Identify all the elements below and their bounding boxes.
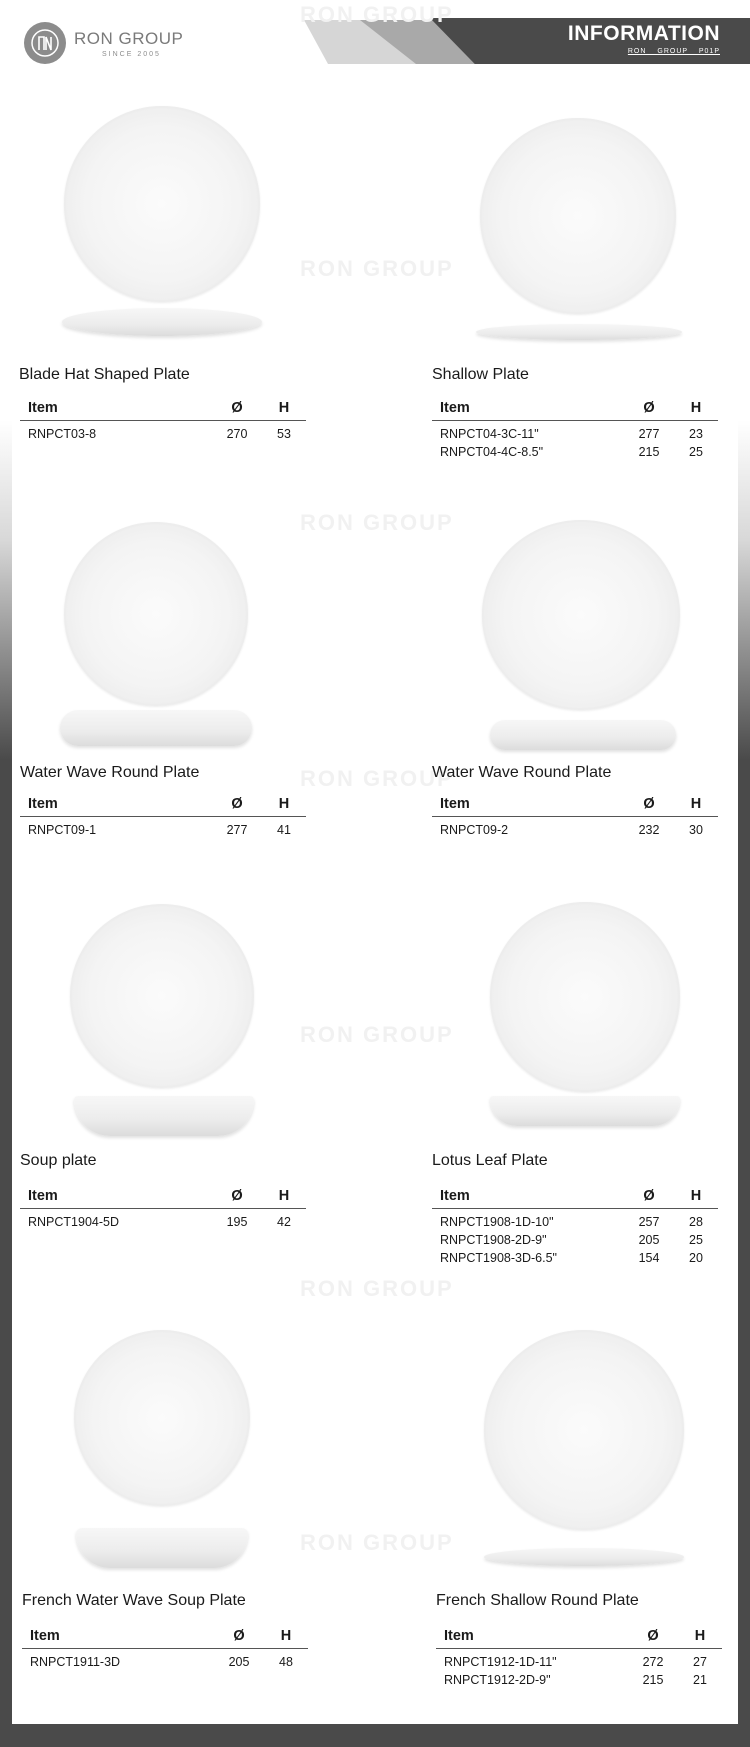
column-diameter: Ø — [231, 1188, 243, 1204]
item-code: RNPCT1908-3D-6.5" — [440, 1251, 557, 1265]
product-name: Soup plate — [20, 1152, 97, 1169]
spec-header-row — [436, 1626, 722, 1649]
product-name: Lotus Leaf Plate — [432, 1152, 548, 1169]
diameter-value: 277 — [638, 427, 660, 441]
column-item: Item — [440, 1188, 470, 1204]
plate-top-view — [74, 1330, 250, 1506]
table-row — [432, 1249, 718, 1267]
diameter-value: 195 — [226, 1215, 248, 1229]
product-card — [18, 100, 318, 441]
plate-side-view — [60, 710, 252, 746]
diameter-value: 215 — [638, 445, 660, 459]
column-item: Item — [28, 796, 58, 812]
spec-table — [20, 398, 306, 443]
column-diameter: Ø — [643, 796, 655, 812]
diameter-value: 277 — [226, 823, 248, 837]
plate-top-view — [70, 904, 254, 1088]
page-subtitle: RON GROUP P01P — [627, 48, 720, 55]
watermark: RON GROUP — [300, 1530, 454, 1555]
spec-header-row — [20, 398, 306, 421]
item-code: RNPCT1908-2D-9" — [440, 1233, 547, 1247]
item-code: RNPCT1912-2D-9" — [444, 1673, 551, 1687]
height-value: 21 — [693, 1673, 707, 1687]
height-value: 25 — [689, 1233, 703, 1247]
table-row — [20, 421, 306, 444]
watermark: RON GROUP — [300, 1276, 454, 1301]
item-code: RNPCT09-1 — [28, 823, 97, 837]
logo-icon — [24, 22, 66, 64]
diameter-value: 215 — [642, 1673, 664, 1687]
height-value: 48 — [279, 1655, 293, 1669]
column-diameter: Ø — [647, 1628, 659, 1644]
column-diameter: Ø — [233, 1628, 245, 1644]
product-image — [430, 888, 730, 1128]
item-code: RNPCT1911-3D — [30, 1655, 121, 1669]
product-card — [430, 888, 730, 1265]
item-code: RNPCT1904-5D — [28, 1215, 120, 1229]
height-value: 20 — [689, 1251, 703, 1265]
plate-top-view — [490, 902, 680, 1092]
table-row — [436, 1671, 722, 1689]
diameter-value: 205 — [228, 1655, 250, 1669]
table-row — [432, 1231, 718, 1249]
table-row — [432, 817, 718, 840]
product-image — [18, 100, 318, 340]
spec-header-row — [432, 794, 718, 817]
plate-top-view — [64, 106, 260, 302]
item-code: RNPCT1908-1D-10" — [440, 1215, 554, 1229]
watermark: RON GROUP — [300, 766, 454, 791]
spec-table — [432, 794, 718, 839]
plate-top-view — [64, 522, 248, 706]
plate-side-view — [476, 324, 682, 340]
product-name: Shallow Plate — [432, 366, 529, 383]
item-code: RNPCT1912-1D-11" — [444, 1655, 557, 1669]
product-image — [430, 100, 730, 340]
brand-since: SINCE 2005 — [102, 50, 161, 58]
product-card — [430, 100, 730, 459]
height-value: 53 — [277, 427, 291, 441]
plate-side-view — [490, 1096, 680, 1126]
product-name: Water Wave Round Plate — [20, 764, 200, 781]
spec-table — [22, 1626, 308, 1671]
item-code: RNPCT09-2 — [440, 823, 509, 837]
spec-table — [432, 398, 718, 461]
table-row — [432, 421, 718, 444]
column-height: H — [694, 1628, 706, 1644]
plate-side-view — [62, 308, 262, 336]
diameter-value: 205 — [638, 1233, 660, 1247]
column-item: Item — [444, 1628, 474, 1644]
spec-header-row — [20, 794, 306, 817]
product-name: French Shallow Round Plate — [436, 1592, 639, 1609]
plate-side-view — [484, 1548, 684, 1566]
item-code: RNPCT04-4C-8.5" — [440, 445, 544, 459]
spec-header-row — [20, 1186, 306, 1209]
plate-side-view — [76, 1528, 248, 1568]
product-image — [18, 496, 318, 736]
column-diameter: Ø — [643, 1188, 655, 1204]
column-height: H — [278, 1188, 290, 1204]
table-row — [20, 1209, 306, 1232]
product-image — [430, 496, 730, 736]
column-height: H — [278, 400, 290, 416]
product-card — [18, 888, 318, 1229]
height-value: 42 — [277, 1215, 291, 1229]
spec-header-row — [432, 1186, 718, 1209]
product-card — [20, 1330, 320, 1570]
column-height: H — [690, 400, 702, 416]
height-value: 27 — [693, 1655, 707, 1669]
table-row — [432, 443, 718, 461]
table-row — [20, 817, 306, 840]
diameter-value: 232 — [638, 823, 660, 837]
table-row — [436, 1649, 722, 1672]
product-card — [430, 496, 730, 837]
product-image — [434, 1330, 734, 1570]
product-card — [434, 1330, 734, 1570]
column-height: H — [690, 796, 702, 812]
product-image — [18, 888, 318, 1128]
brand-name: RON GROUP — [74, 28, 184, 48]
product-name: Water Wave Round Plate — [432, 764, 612, 781]
item-code: RNPCT03-8 — [28, 427, 97, 441]
product-card — [18, 496, 318, 837]
plate-top-view — [482, 520, 680, 710]
height-value: 28 — [689, 1215, 703, 1229]
diameter-value: 270 — [226, 427, 248, 441]
height-value: 23 — [689, 427, 703, 441]
plate-top-view — [480, 118, 676, 314]
plate-side-view — [490, 720, 676, 750]
column-diameter: Ø — [643, 400, 655, 416]
spec-table — [432, 1186, 718, 1267]
height-value: 41 — [277, 823, 291, 837]
table-row — [432, 1209, 718, 1232]
column-item: Item — [28, 1188, 58, 1204]
column-height: H — [280, 1628, 292, 1644]
spec-table — [20, 794, 306, 839]
diameter-value: 154 — [638, 1251, 660, 1265]
product-name: Blade Hat Shaped Plate — [19, 366, 190, 383]
column-item: Item — [440, 796, 470, 812]
spec-table — [436, 1626, 722, 1689]
product-name: French Water Wave Soup Plate — [22, 1592, 246, 1609]
table-row — [22, 1649, 308, 1672]
page-title: INFORMATION — [567, 22, 720, 45]
item-code: RNPCT04-3C-11" — [440, 427, 539, 441]
column-height: H — [278, 796, 290, 812]
height-value: 30 — [689, 823, 703, 837]
diameter-value: 257 — [638, 1215, 660, 1229]
column-height: H — [690, 1188, 702, 1204]
product-image — [20, 1330, 320, 1570]
column-item: Item — [440, 400, 470, 416]
watermark: RON GROUP — [300, 1022, 454, 1047]
column-item: Item — [30, 1628, 60, 1644]
watermark: RON GROUP — [300, 510, 454, 535]
diameter-value: 272 — [642, 1655, 664, 1669]
watermark: RON GROUP — [300, 256, 454, 281]
spec-table — [20, 1186, 306, 1231]
plate-top-view — [484, 1330, 684, 1530]
brand-logo — [24, 22, 183, 64]
spec-header-row — [22, 1626, 308, 1649]
column-diameter: Ø — [231, 400, 243, 416]
height-value: 25 — [689, 445, 703, 459]
watermark: RON GROUP — [300, 2, 454, 27]
column-item: Item — [28, 400, 58, 416]
plate-side-view — [74, 1096, 254, 1136]
column-diameter: Ø — [231, 796, 243, 812]
spec-header-row — [432, 398, 718, 421]
